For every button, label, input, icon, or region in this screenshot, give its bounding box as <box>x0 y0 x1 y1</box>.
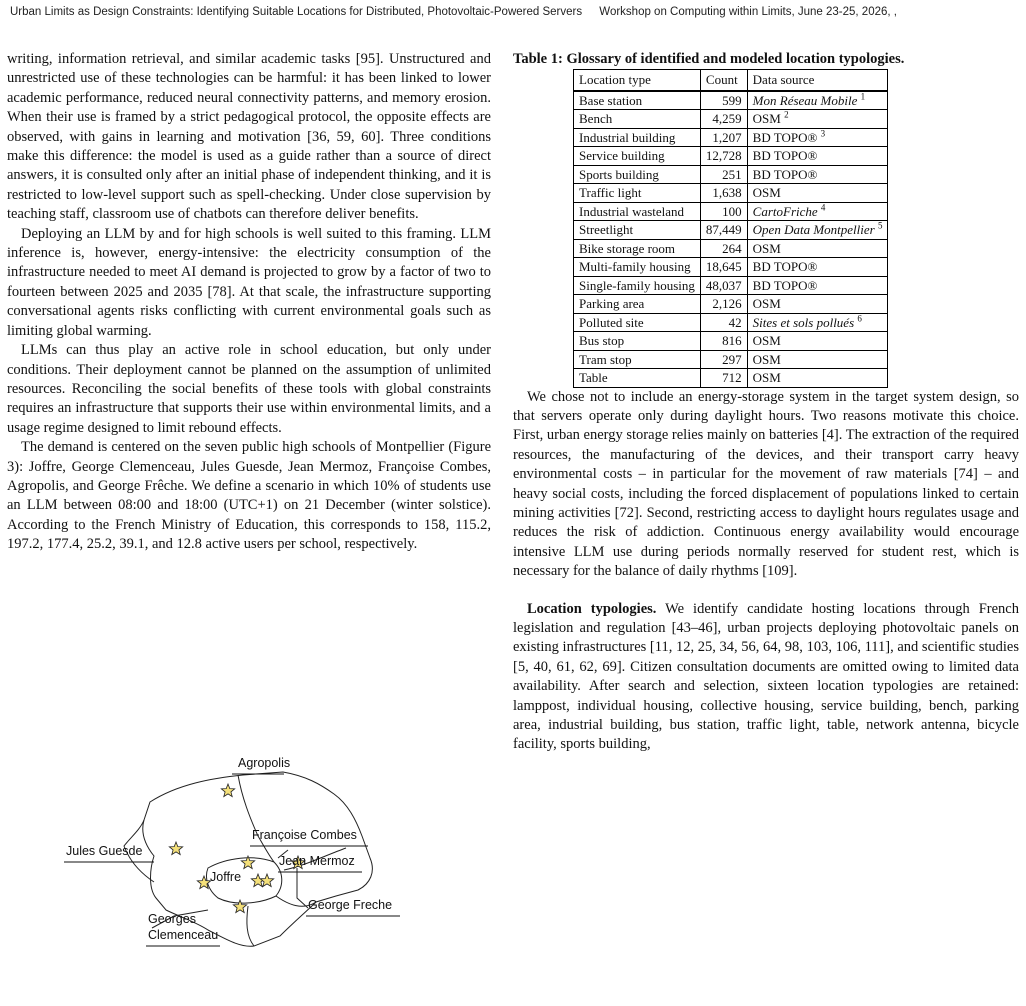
paragraph-location-typologies-body: We identify candidate hosting locations through French legislation and regulation [43–46], urban projects deploying photovoltaic panels on existing infrastructures [11, 12, 25, 34, 56, 64, 98, 103, 106, 111], and scientific studies [5, 40, 61, 62, 69]. Citizen consultation documents are omitted owing to limited data availability. After search and selection, sixteen location typologies are retained: lamppost, individual housing, collective housing, service building, bench, parking area, industrial building, bus station, traffic light, table, network antenna, bicycle facility, sports building, <box>513 600 1019 753</box>
cell-location-type: Industrial wasteland <box>574 202 701 221</box>
school-star-agropolis <box>221 784 234 797</box>
cell-count: 4,259 <box>700 110 747 129</box>
table-row <box>574 276 888 295</box>
data-source-name: OSM <box>752 333 781 348</box>
table-row <box>574 313 888 332</box>
paragraph-4: The demand is centered on the seven public high schools of Montpellier (Figure 3): Joffre, George Clemenceau, Jules Guesde, Jean Mermoz, Françoise Combes, Agropolis, and George Frêche. We define a scenario in which 10% of students use an LLM between 08:00 and 18:00 (UTC+1) on 21 December (winter solstice). According to the French Ministry of Education, this corresponds to 158, 115.2, 197.2, 177.4, 25.2, 39.1, and 12.8 active users per school, respectively. <box>7 439 491 553</box>
column-header-count: Count <box>700 70 747 91</box>
cell-data-source <box>747 221 888 240</box>
data-source-name: BD TOPO® <box>752 166 818 182</box>
table-row <box>574 184 888 203</box>
cell-location-type: Multi-family housing <box>574 258 701 277</box>
cell-location-type: Table <box>574 369 701 388</box>
map-label-agropolis: Agropolis <box>238 756 291 770</box>
cell-data-source <box>747 128 888 147</box>
map-label-francoise-combes: Françoise Combes <box>252 828 357 842</box>
map-label-jules-guesde: Jules Guesde <box>66 844 143 858</box>
table-row <box>574 91 888 110</box>
column-header-location-type: Location type <box>574 70 701 91</box>
cell-count: 599 <box>700 91 747 110</box>
table-header-row <box>574 70 888 91</box>
data-source-name: OSM <box>752 240 781 256</box>
table-row <box>574 239 888 258</box>
cell-location-type: Bench <box>574 110 701 129</box>
map-label-george-freche: George Freche <box>308 898 393 912</box>
cell-location-type: Base station <box>574 91 701 110</box>
cell-data-source <box>747 313 888 332</box>
cell-data-source <box>747 332 888 351</box>
cell-location-type: Sports building <box>574 165 701 184</box>
table-row <box>574 332 888 351</box>
table-row <box>574 295 888 314</box>
school-star-jules-guesde <box>169 842 182 855</box>
table-body <box>574 91 888 388</box>
cell-data-source <box>747 295 888 314</box>
cell-data-source <box>747 258 888 277</box>
data-source-name: CartoFriche <box>752 203 818 219</box>
cell-location-type: Parking area <box>574 295 701 314</box>
cell-count: 297 <box>700 350 747 369</box>
paragraph-location-typologies <box>513 600 1019 755</box>
table-caption: Table 1: Glossary of identified and modeled location typologies. <box>513 51 905 67</box>
school-star-clemenceau <box>233 900 246 913</box>
table-row <box>574 147 888 166</box>
cell-count: 48,037 <box>700 276 747 295</box>
footnote-marker: 4 <box>820 202 826 213</box>
data-source-name: OSM <box>752 296 781 311</box>
map-label-georges-clemenceau-line-1: Georges <box>148 912 196 926</box>
left-column <box>7 50 491 555</box>
cell-data-source <box>747 110 888 129</box>
cell-count: 1,207 <box>700 128 747 147</box>
cell-location-type: Industrial building <box>574 128 701 147</box>
district-boundary-south <box>247 906 254 946</box>
cell-count: 12,728 <box>700 147 747 166</box>
data-source-name: OSM <box>752 351 781 367</box>
cell-data-source <box>747 165 888 184</box>
footnote-marker: 1 <box>860 91 866 102</box>
footnote-marker: 2 <box>784 109 789 120</box>
map-label-joffre: Joffre <box>210 870 242 884</box>
right-column <box>513 50 1019 755</box>
footnote-marker: 6 <box>857 313 862 324</box>
footnote-marker: 5 <box>877 220 883 231</box>
table-row <box>574 128 888 147</box>
cell-count: 2,126 <box>700 295 747 314</box>
cell-data-source <box>747 369 888 388</box>
cell-count: 18,645 <box>700 258 747 277</box>
map-label-georges-clemenceau-line-2: Clemenceau <box>148 928 219 942</box>
column-header-data-source: Data source <box>747 70 888 91</box>
run-in-heading: Location typologies. <box>527 600 657 617</box>
table-row <box>574 202 888 221</box>
cell-count: 816 <box>700 332 747 351</box>
table-row <box>574 350 888 369</box>
data-source-name: Sites et sols pollués <box>752 314 855 330</box>
cell-count: 1,638 <box>700 184 747 203</box>
figure-3-map <box>58 750 408 1006</box>
cell-location-type: Bus stop <box>574 332 701 351</box>
cell-data-source <box>747 239 888 258</box>
data-source-name: BD TOPO® <box>752 259 818 274</box>
table-row <box>574 110 888 129</box>
school-star-mermoz-2 <box>260 874 273 887</box>
cell-data-source <box>747 91 888 110</box>
header-venue: Workshop on Computing within Limits, June 23-25, 2026, , <box>599 6 897 18</box>
cell-count: 100 <box>700 202 747 221</box>
data-source-name: OSM <box>752 370 781 385</box>
cell-count: 264 <box>700 239 747 258</box>
table-row <box>574 165 888 184</box>
cell-location-type: Service building <box>574 147 701 166</box>
paragraph-1: writing, information retrieval, and similar academic tasks [95]. Unstructured and unrestricted use of these technologies can be harmful: it has been linked to lower academic performance, reduced neural connectivity patterns, and memory erosion. When their use is framed by a strict pedagogical protocol, the opposite effects are observed, with gains in learning and motivation [36, 59, 60]. Three conditions make this difference: the model is used as a guide rather than a source of direct answers, it is consulted only after an initial phase of independent thinking, and it is restricted to low-level support such as spell-checking. Under close supervision by teaching staff, classroom use of chatbots can therefore deliver benefits. <box>7 51 491 223</box>
table-row <box>574 221 888 240</box>
data-source-name: Mon Réseau Mobile <box>752 92 858 108</box>
map-label-jean-mermoz: Jean Mermoz <box>279 854 355 868</box>
cell-count: 712 <box>700 369 747 388</box>
cell-data-source <box>747 202 888 221</box>
cell-location-type: Streetlight <box>574 221 701 240</box>
data-source-name: OSM <box>752 185 781 200</box>
running-header <box>10 6 1016 18</box>
table-row <box>574 369 888 388</box>
footnote-marker: 3 <box>820 128 826 139</box>
data-source-name: BD TOPO® <box>752 148 818 163</box>
paragraph-3: LLMs can thus play an active role in school education, but only under conditions. Their deployment cannot be planned on the assumption of unlimited resources. Reconciling the social benefits of these tools with global constraints requires an infrastructure that supports their use within environmental limits, and a usage regime designed to limit rebound effects. <box>7 342 491 436</box>
cell-location-type: Bike storage room <box>574 239 701 258</box>
cell-count: 251 <box>700 165 747 184</box>
label-leader-freche <box>297 868 308 908</box>
cell-data-source <box>747 350 888 369</box>
paragraph-energy-storage: We chose not to include an energy-storage system in the target system design, so that servers operate only during daylight hours. Two reasons motivate this choice. First, urban energy storage relies mainly on batteries [4]. The extraction of the required resources, the manufacturing of the devices, and their transport carry heavy environmental costs – in particular for the movement of raw materials [74] – and heavy social costs, including the forced displacement of populations linked to certain mining activities [72]. Second, restricting access to daylight hours regulates usage and reduces the risk of addiction. Continuous energy availability would encourage intensive LLM use during periods normally reserved for student rest, which is necessary for the balance of daily rhythms [109]. <box>513 388 1019 580</box>
cell-location-type: Tram stop <box>574 350 701 369</box>
cell-data-source <box>747 276 888 295</box>
cell-count: 87,449 <box>700 221 747 240</box>
district-boundary-north <box>238 775 274 862</box>
table-row <box>574 258 888 277</box>
data-source-name: Open Data Montpellier <box>752 222 875 237</box>
cell-location-type: Single-family housing <box>574 276 701 295</box>
data-source-name: BD TOPO® <box>752 129 818 145</box>
cell-data-source <box>747 184 888 203</box>
cell-data-source <box>747 147 888 166</box>
paragraph-2: Deploying an LLM by and for high schools is well suited to this framing. LLM inference is, however, energy-intensive: the electricity consumption of the infrastructure needed to meet AI demand is projected to grow by a factor of two to fourteen between 2025 and 2035 [78]. At that scale, the infrastructure supporting conversational agents risks conflicting with current environmental goals such as limiting global warming. <box>7 225 491 339</box>
cell-location-type: Polluted site <box>574 313 701 332</box>
data-source-name: OSM <box>752 111 781 126</box>
header-title: Urban Limits as Design Constraints: Identifying Suitable Locations for Distributed, Photovoltaic-Powered Servers <box>10 6 583 18</box>
data-source-name: BD TOPO® <box>752 277 818 293</box>
glossary-table <box>573 69 888 388</box>
cell-count: 42 <box>700 313 747 332</box>
cell-location-type: Traffic light <box>574 184 701 203</box>
